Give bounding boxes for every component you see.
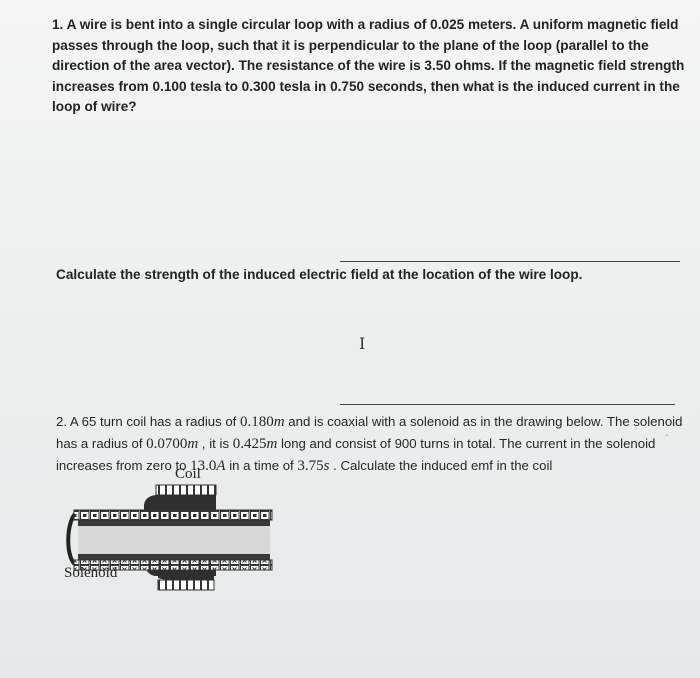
coil-top-windings bbox=[156, 485, 216, 495]
stray-mark: ' bbox=[666, 433, 668, 443]
answer-line-1[interactable] bbox=[340, 261, 680, 262]
text-cursor-icon: I bbox=[359, 334, 366, 353]
question-1-subquestion: Calculate the strength of the induced electric field at the location of the wire loop. bbox=[56, 267, 583, 282]
q2-part: long and consist of 900 turns in total. The current in the solenoid increases from zero to bbox=[56, 436, 656, 473]
time-value: 3.75s bbox=[297, 458, 330, 474]
solenoid-label: Solenoid bbox=[64, 565, 118, 581]
coil-solenoid-diagram bbox=[60, 466, 290, 596]
q2-part: and is coaxial with a solenoid as in the drawing below. The solenoid has a radius of bbox=[56, 414, 683, 451]
q2-part: , it is bbox=[198, 436, 233, 451]
answer-line-2[interactable] bbox=[340, 404, 675, 405]
q2-part: 2. A 65 turn coil has a radius of bbox=[56, 414, 241, 429]
solenoid-radius-value: 0.0700m bbox=[146, 436, 199, 452]
q2-part: . Calculate the induced emf in the coil bbox=[329, 458, 553, 473]
question-1-text: 1. A wire is bent into a single circular loop with a radius of 0.025 meters. A uniform magnetic field passes through the loop, such that it is perpendicular to the plane of the loop (parallel to the direction of the area vector). The resistance of the wire is 3.50 ohms. If the magnetic field strength increases from 0.100 tesla to 0.300 tesla in 0.750 seconds, then what is the induced current in the loop of wire? bbox=[52, 17, 685, 114]
current-value: 13.0A bbox=[190, 458, 226, 474]
solenoid-length-value: 0.425m bbox=[232, 436, 278, 452]
coil-label: Coil bbox=[175, 466, 201, 482]
coil-radius-value: 0.180m bbox=[240, 414, 285, 430]
q2-part: in a time of bbox=[225, 458, 298, 473]
solenoid-top-windings bbox=[74, 510, 272, 520]
coil-bottom-windings bbox=[158, 580, 214, 590]
